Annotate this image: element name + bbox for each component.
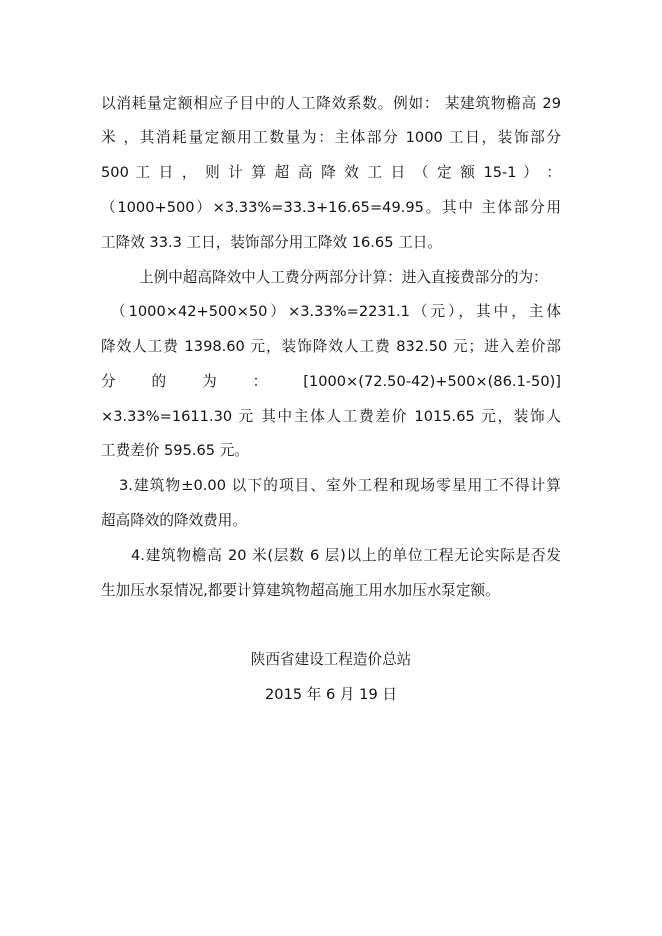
text-line: 分 的 为 ： [1000×(72.50-42)+500×(86.1-50)]: [101, 373, 561, 390]
text-line: 3.建筑物±0.00 以下的项目、室外工程和现场零星用工不得计算: [119, 477, 561, 494]
text-line: 超高降效的降效费用。: [101, 512, 247, 529]
text-line: （1000×42+500×50）×3.33%=2231.1（元），其中，主体: [111, 303, 561, 320]
text-line: （1000+500）×3.33%=33.3+16.65=49.95。其中 主体部分用: [101, 199, 561, 216]
text-line: 上例中超高降效中人工费分两部分计算：进入直接费部分的为：: [139, 269, 548, 286]
text-line: 生加压水泵情况,都要计算建筑物超高施工用水加压水泵定额。: [101, 582, 500, 599]
text-line: 工费差价 595.65 元。: [101, 442, 249, 459]
issuing-organization: 陕西省建设工程造价总站: [250, 651, 412, 668]
text-line: 4.建筑物檐高 20 米(层数 6 层)以上的单位工程无论实际是否发: [131, 547, 561, 564]
issue-date: 2015 年 6 月 19 日: [265, 686, 397, 703]
text-line: 降效人工费 1398.60 元，装饰降效人工费 832.50 元；进入差价部: [101, 338, 561, 355]
text-line: 工降效 33.3 工日，装饰部分用工降效 16.65 工日。: [101, 234, 442, 251]
text-line: 米 ，其消耗量定额用工数量为：主体部分 1000 工日，装饰部分: [101, 129, 561, 146]
text-line: 500 工 日 ， 则 计 算 超 高 降 效 工 日 （ 定 额 15-1 ） ：: [101, 164, 561, 181]
text-line: 以消耗量定额相应子目中的人工降效系数。例如： 某建筑物檐高 29: [101, 95, 561, 112]
text-line: ×3.33%=1611.30 元 其中主体人工费差价 1015.65 元，装饰人: [101, 408, 561, 425]
